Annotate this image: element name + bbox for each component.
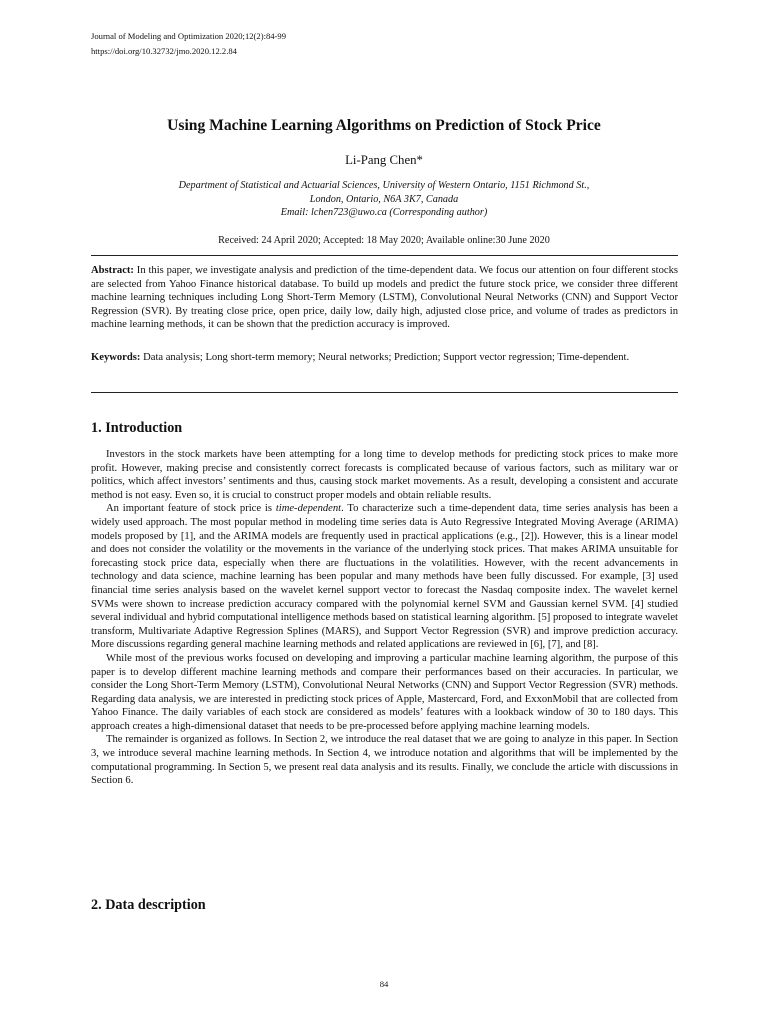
affiliation-email: Email: lchen723@uwo.ca (Corresponding author) [280, 207, 488, 219]
abstract-label: Abstract: [91, 265, 134, 276]
introduction-body [91, 448, 678, 788]
received-dates: Received: 24 April 2020; Accepted: 18 May 2020; Available online:30 June 2020 [218, 235, 550, 246]
intro-p2-emphasis: time-dependent [275, 503, 342, 515]
paper-title: Using Machine Learning Algorithms on Prediction of Stock Price [167, 117, 601, 134]
abstract [91, 264, 678, 332]
intro-paragraph-3: While most of the previous works focused on developing and improving a particular machine learning algorithm, the purpose of this paper is to develop different machine learning methods and compare their performances based on their accuracies. In particular, we consider the Long Short-Term Memory (LSTM), Convolutional Neural Networks (CNN) and Support Vector Regression (SVR) methods. Regarding data analysis, we are interested in predicting stock prices of Apple, Mastercard, Ford, and ExxonMobil that are collected from Yahoo Finance. The daily variables of each stock are considered as models’ features with a lookback window of 30 to 180 days. This approach creates a high-dimensional dataset that needs to be pre-processed before applying machine learning models. [91, 652, 678, 732]
doi-link[interactable]: https://doi.org/10.32732/jmo.2020.12.2.84 [91, 46, 237, 56]
abstract-text: In this paper, we investigate analysis and prediction of the time-dependent data. We focus our attention on four different stocks are selected from Yahoo Finance historical database. To build up models and predict the future stock price, we consider three different machine learning techniques including Long Short-Term Memory (LSTM), Convolutional Neural Networks (CNN) and Support Vector Regression (SVR). By treating close price, open price, daily low, daily high, adjusted close price, and volume of trades as predictors in machine learning methods, it can be shown that the prediction accuracy is improved. [91, 265, 678, 331]
intro-paragraph-4: The remainder is organized as follows. In Section 2, we introduce the real dataset that we are going to analyze in this paper. In Section 3, we introduce several machine learning methods. In Section 4, we introduce notation and algorithms that will be implemented by the computational programming. In Section 5, we present real data analysis and its results. Finally, we conclude the article with discussions in Section 6. [91, 734, 678, 787]
divider-bottom [91, 392, 678, 393]
affiliation [0, 179, 768, 220]
intro-p2-rest: . To characterize such a time-dependent data, time series analysis has been a widely used approach. The most popular method in modeling time series data is Auto Regressive Integrated Moving Average (ARIMA) models proposed by [1], and the ARIMA models are frequently used in practical applications (e.g., [2]). However, this is a linear model and does not consider the volatility or the movements in the variance of the underlying stock prices. That makes ARIMA unsuitable for forecasting stock price data, especially when there are fluctuations in the volatilities. However, with the recent advancements in technology and data science, machine learning has been popular and many methods have been fully discussed. For example, [3] used financial time series analysis based on the wavelet kernel support vector to forecast the Nasdaq composite index. The wavelet kernel SVMs were shown to increase prediction accuracy compared with the polynomial kernel SVM and Gaussian kernel SVM. [4] studied several individual and hybrid computational intelligence methods based on statistical learning algorithm. [5] proposed to integrate wavelet transform, Multivariate Adaptive Regression Splines (MARS), and Support Vector Regression (SVR) and improve prediction accuracy. More discussions regarding general machine learning methods and related applications are reviewed in [6], [7], and [8]. [91, 503, 678, 651]
intro-p2-start: An important feature of stock price is [106, 503, 276, 515]
keywords-text: Data analysis; Long short-term memory; Neural networks; Prediction; Support vector regression; Time-dependent. [140, 352, 630, 363]
journal-citation: Journal of Modeling and Optimization 2020;12(2):84-99 [91, 31, 287, 41]
affiliation-line-2: London, Ontario, N6A 3K7, Canada [309, 193, 459, 205]
intro-paragraph-2 [91, 502, 678, 652]
page-number: 84 [379, 979, 389, 989]
section-heading-introduction: 1. Introduction [91, 420, 183, 436]
section-heading-data-description: 2. Data description [91, 897, 206, 913]
affiliation-line-1: Department of Statistical and Actuarial Sciences, University of Western Ontario, 1151 Richmond St., [178, 180, 590, 191]
divider-top [91, 255, 678, 256]
intro-paragraph-1: Investors in the stock markets have been attempting for a long time to develop methods for predicting stock prices to make more profit. However, making precise and consistently correct forecasts is complicated because of various factors, such as military war or politics, which affect investors’ sentiments and thus, causing stock market movements. As a result, developing a consistent and accurate method is not easy. Even so, it is crucial to construct proper models and obtain reliable results. [91, 449, 678, 501]
keywords [91, 351, 678, 365]
author-name: Li-Pang Chen* [345, 153, 423, 167]
keywords-label: Keywords: [91, 352, 141, 363]
